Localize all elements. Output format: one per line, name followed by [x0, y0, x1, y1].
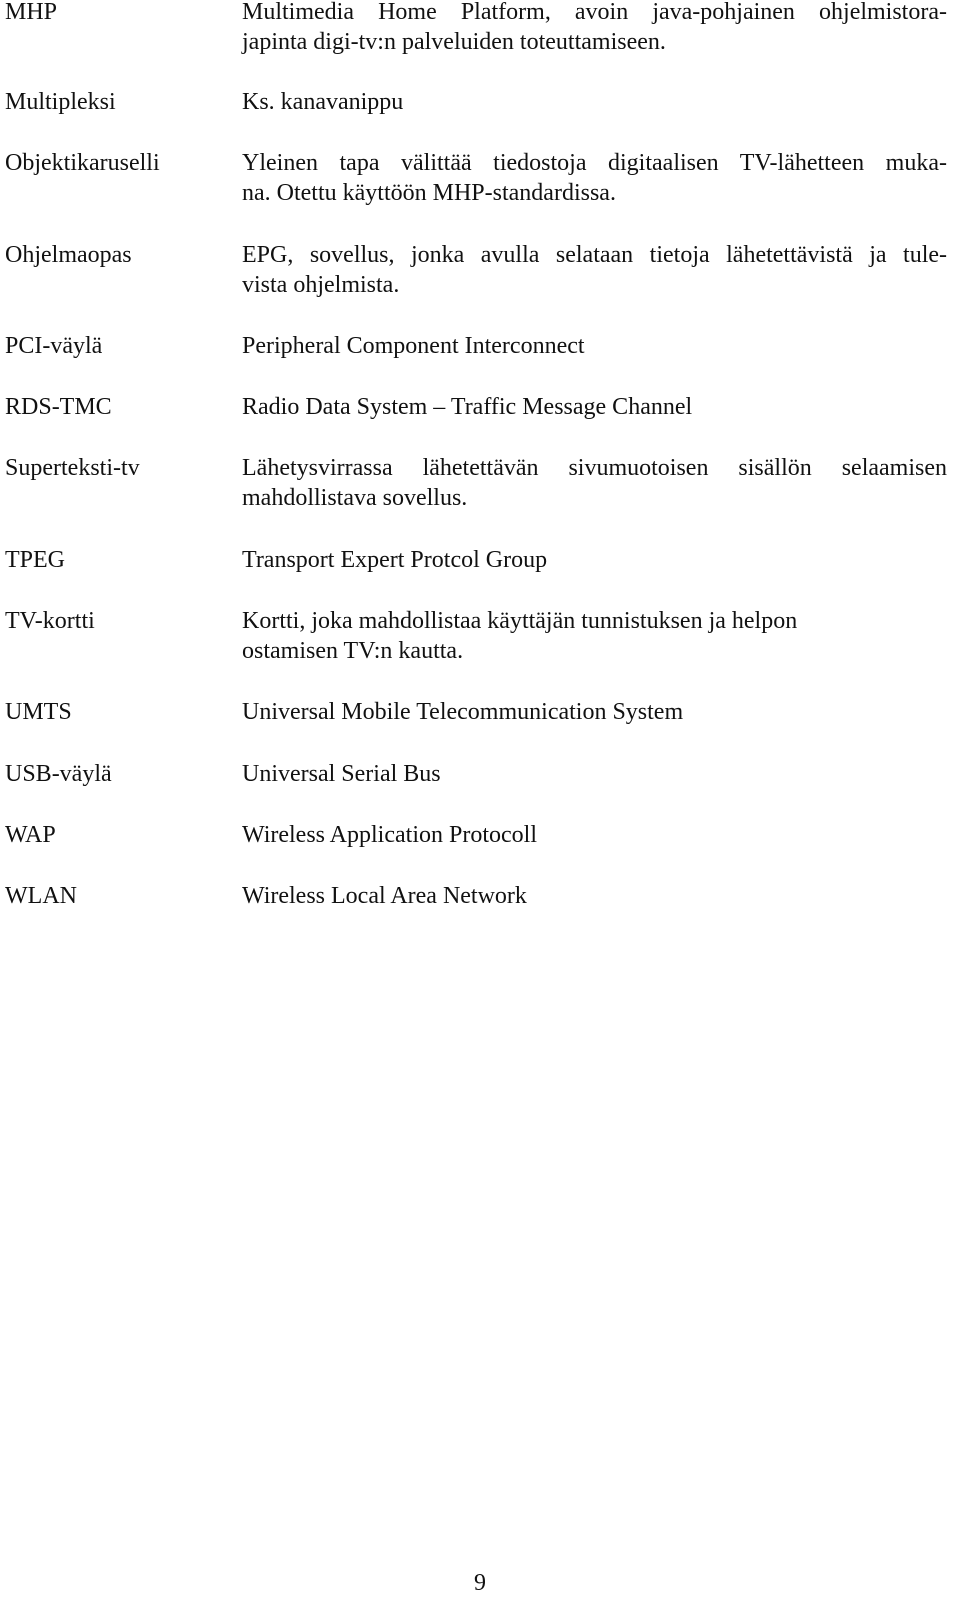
- glossary-definition: [242, 453, 947, 513]
- definition-line: na. Otettu käyttöön MHP-standardissa.: [242, 180, 616, 206]
- glossary-definition: [242, 606, 947, 666]
- glossary-definition: [242, 881, 947, 911]
- definition-line: Peripheral Component Interconnect: [242, 333, 585, 359]
- glossary-definition: [242, 697, 947, 727]
- glossary-definition: [242, 240, 947, 300]
- definition-line: vista ohjelmista.: [242, 272, 400, 298]
- definition-line: Ks. kanavanippu: [242, 89, 404, 115]
- definition-line: Universal Serial Bus: [242, 761, 441, 787]
- definition-line: Universal Mobile Telecommunication System: [242, 699, 684, 725]
- glossary-definition: [242, 392, 947, 422]
- glossary-definition: [242, 0, 947, 57]
- definition-line: Kortti, joka mahdollistaa käyttäjän tunnistuksen ja helpon: [242, 608, 798, 634]
- glossary-term: WLAN: [5, 883, 77, 909]
- definition-line: Radio Data System – Traffic Message Channel: [242, 394, 693, 420]
- definition-line: ostamisen TV:n kautta.: [242, 638, 464, 664]
- definition-line: EPG, sovellus, jonka avulla selataan tietoja lähetettävistä ja tule-: [242, 242, 947, 268]
- glossary-term: TV-kortti: [5, 608, 95, 634]
- glossary-definition: [242, 820, 947, 850]
- definition-line: Wireless Application Protocoll: [242, 822, 537, 848]
- glossary-term: Objektikaruselli: [5, 150, 160, 176]
- glossary-term: Ohjelmaopas: [5, 242, 132, 268]
- glossary-term: MHP: [5, 0, 58, 25]
- glossary-definition: [242, 87, 947, 117]
- glossary-term: PCI-väylä: [5, 333, 103, 359]
- glossary-term: Superteksti-tv: [5, 455, 140, 481]
- definition-line: Multimedia Home Platform, avoin java-pohjainen ohjelmistora-: [242, 0, 947, 25]
- definition-line: Yleinen tapa välittää tiedostoja digitaalisen TV-lähetteen muka-: [242, 150, 947, 176]
- definition-line: mahdollistava sovellus.: [242, 485, 468, 511]
- glossary-term: UMTS: [5, 699, 72, 725]
- definition-line: japinta digi-tv:n palveluiden toteuttamiseen.: [242, 29, 666, 55]
- definition-line: Wireless Local Area Network: [242, 883, 527, 909]
- glossary-term: WAP: [5, 822, 56, 848]
- page-number: 9: [474, 1570, 486, 1596]
- definition-line: Transport Expert Protcol Group: [242, 547, 548, 573]
- glossary-term: TPEG: [5, 547, 65, 573]
- glossary-term: Multipleksi: [5, 89, 116, 115]
- glossary-term: USB-väylä: [5, 761, 112, 787]
- glossary-term: RDS-TMC: [5, 394, 112, 420]
- glossary-definition: [242, 759, 947, 789]
- definition-line: Lähetysvirrassa lähetettävän sivumuotoisen sisällön selaamisen: [242, 455, 947, 481]
- glossary-definition: [242, 331, 947, 361]
- glossary-definition: [242, 545, 947, 575]
- glossary-definition: [242, 148, 947, 208]
